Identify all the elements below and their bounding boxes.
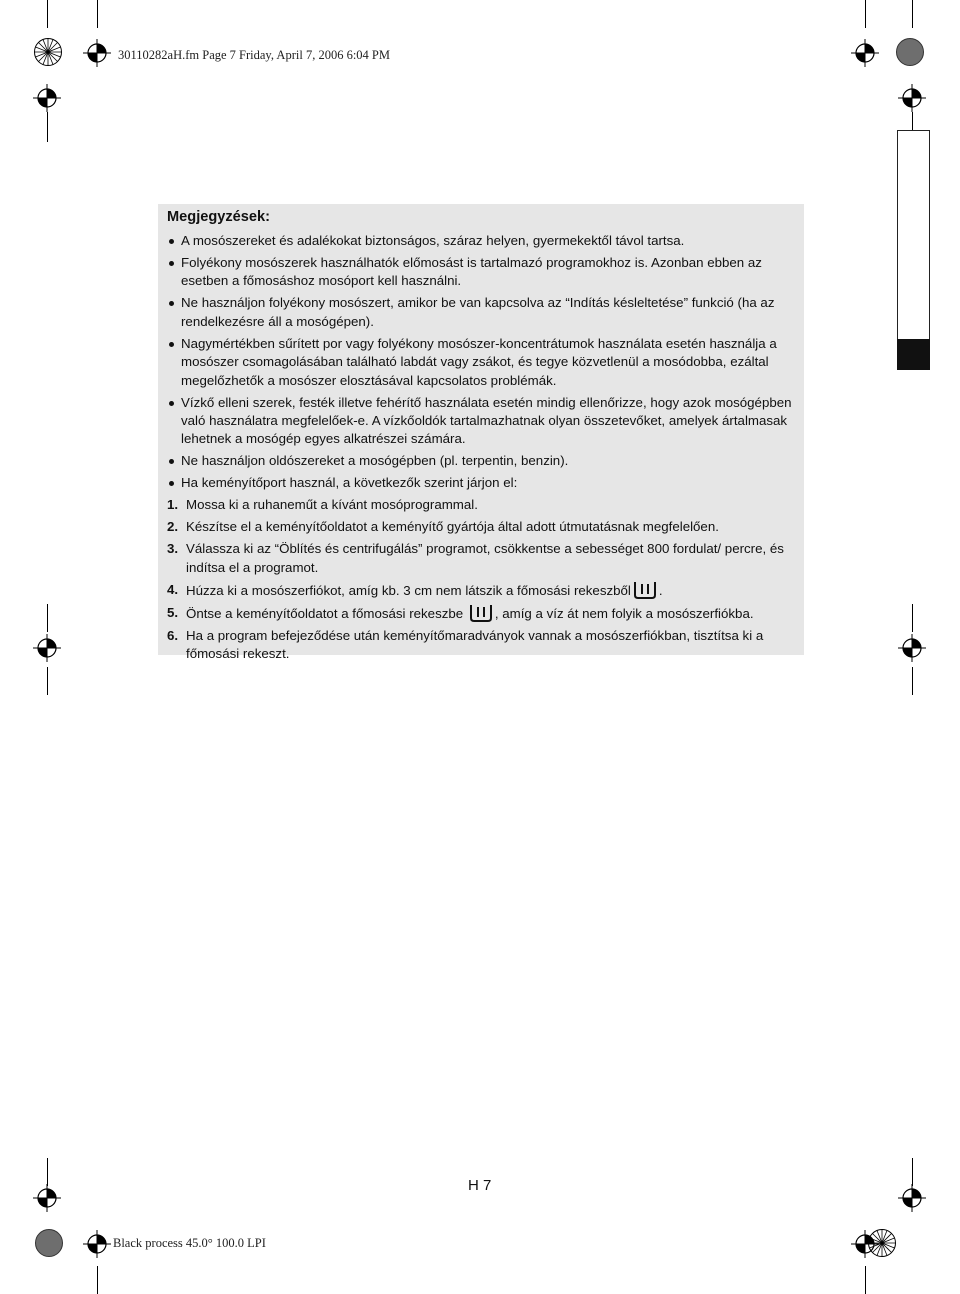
trim-line bbox=[912, 667, 913, 695]
page-number: H 7 bbox=[468, 1177, 492, 1194]
registration-crosshair-icon bbox=[33, 84, 61, 112]
bullet-text: Vízkő elleni szerek, festék illetve fehérítő használata esetén mindig ellenőrizze, hogy azok mosógépben való használatra megfelelőek-e. A vízkőoldók tartalmazhatnak olyan összetevőket, amelyek ártalmasak lehetnek a mosógép egyes alkatrészei számára. bbox=[181, 394, 792, 447]
gray-dot-icon bbox=[895, 37, 925, 67]
trim-line bbox=[865, 0, 866, 28]
main-wash-compartment-icon bbox=[469, 604, 493, 622]
step-text: Húzza ki a mosószerfiókot, amíg kb. 3 cm nem látszik a főmosási rekeszből bbox=[186, 582, 631, 598]
notes-box bbox=[158, 204, 804, 662]
registration-crosshair-icon bbox=[83, 39, 111, 67]
bullet bbox=[169, 342, 174, 347]
step-item bbox=[167, 540, 796, 577]
trim-line bbox=[912, 0, 913, 28]
bullet bbox=[169, 401, 174, 406]
chapter-tab-frame bbox=[897, 130, 930, 370]
gray-dot-icon bbox=[34, 1228, 64, 1258]
registration-crosshair-icon bbox=[83, 1230, 111, 1258]
bullet bbox=[169, 239, 174, 244]
bullet-text: Ne használjon oldószereket a mosógépben (pl. terpentin, benzin). bbox=[181, 453, 569, 469]
bullet-text: Ha keményítőport használ, a következők szerint járjon el: bbox=[181, 475, 518, 491]
registration-crosshair-icon bbox=[851, 1230, 879, 1258]
trim-line bbox=[865, 1266, 866, 1294]
trim-line bbox=[47, 0, 48, 28]
step-text: Ha a program befejeződése után keményítőmaradványok vannak a mosószerfiókban, tisztítsa ki a főmosási rekeszt. bbox=[186, 627, 764, 662]
step-item bbox=[167, 496, 796, 514]
sunburst-icon bbox=[33, 37, 63, 67]
print-footer: Black process 45.0° 100.0 LPI bbox=[113, 1236, 266, 1250]
trim-line bbox=[912, 604, 913, 632]
trim-line bbox=[97, 1266, 98, 1294]
step-text-end: , amíg a víz át nem folyik a mosószerfiókba. bbox=[494, 605, 754, 621]
step-item bbox=[167, 581, 796, 600]
list-item bbox=[167, 232, 796, 250]
bullet-text: Nagymértékben sűrített por vagy folyékony mosószer-koncentrátumok használata esetén használja a mosószer csomagolásában található labdát vagy zsákot, és tegye közvetlenül a mosódobba, ezáltal megelőzhetők a mosószer elosztásával kapcsolatos problémák. bbox=[181, 335, 777, 388]
chapter-tab-marker bbox=[897, 339, 930, 370]
trim-line bbox=[47, 604, 48, 632]
step-text: Öntse a keményítőoldatot a főmosási rekeszbe bbox=[186, 605, 464, 621]
list-item bbox=[167, 452, 796, 470]
notes-title: Megjegyzések: bbox=[167, 209, 271, 225]
step-number: 3. bbox=[167, 541, 179, 557]
step-number: 6. bbox=[167, 627, 179, 643]
registration-crosshair-icon bbox=[898, 1184, 926, 1212]
trim-line bbox=[47, 1158, 48, 1186]
step-number: 5. bbox=[167, 604, 179, 620]
registration-crosshair-icon bbox=[33, 1184, 61, 1212]
bullet bbox=[169, 301, 174, 306]
list-item bbox=[167, 254, 796, 291]
trim-line bbox=[47, 667, 48, 695]
step-item bbox=[167, 604, 796, 623]
list-item bbox=[167, 335, 796, 390]
registration-crosshair-icon bbox=[898, 634, 926, 662]
step-item bbox=[167, 518, 796, 536]
registration-crosshair-icon bbox=[851, 39, 879, 67]
trim-line bbox=[47, 112, 48, 142]
trim-line bbox=[912, 1158, 913, 1186]
step-number: 1. bbox=[167, 497, 179, 513]
trim-line bbox=[97, 0, 98, 28]
bullet bbox=[169, 261, 174, 266]
registration-crosshair-icon bbox=[33, 634, 61, 662]
bullet-text: Folyékony mosószerek használhatók előmosást is tartalmazó programokhoz is. Azonban ebben az esetben a főmosáshoz mosóport kell használni. bbox=[181, 255, 762, 289]
main-wash-compartment-icon bbox=[633, 581, 657, 599]
step-number: 4. bbox=[167, 581, 179, 597]
step-text: Készítse el a keményítőoldatot a keményítő gyártója által adott útmutatásnak megfelelően. bbox=[186, 519, 719, 535]
step-item bbox=[167, 627, 796, 664]
list-item bbox=[167, 294, 796, 331]
step-number: 2. bbox=[167, 519, 179, 535]
list-item bbox=[167, 474, 796, 492]
print-header: 30110282aH.fm Page 7 Friday, April 7, 2006 6:04 PM bbox=[118, 48, 390, 62]
step-text: Válassza ki az “Öblítés és centrifugálás” programot, csökkentse a sebességet 800 fordulat/ percre, és indítsa el a programot. bbox=[186, 541, 784, 575]
step-text: Mossa ki a ruhaneműt a kívánt mosóprogrammal. bbox=[186, 497, 478, 513]
list-item bbox=[167, 394, 796, 449]
bullet bbox=[169, 459, 174, 464]
bullet bbox=[169, 481, 174, 486]
bullet-text: A mosószereket és adalékokat biztonságos, száraz helyen, gyermekektől távol tartsa. bbox=[181, 233, 685, 248]
registration-crosshair-icon bbox=[898, 84, 926, 112]
bullet-text: Ne használjon folyékony mosószert, amikor be van kapcsolva az “Indítás késleltetése” funkció (ha az rendelkezésre áll a mosógépen). bbox=[181, 295, 775, 329]
step-text-end: . bbox=[658, 582, 663, 598]
